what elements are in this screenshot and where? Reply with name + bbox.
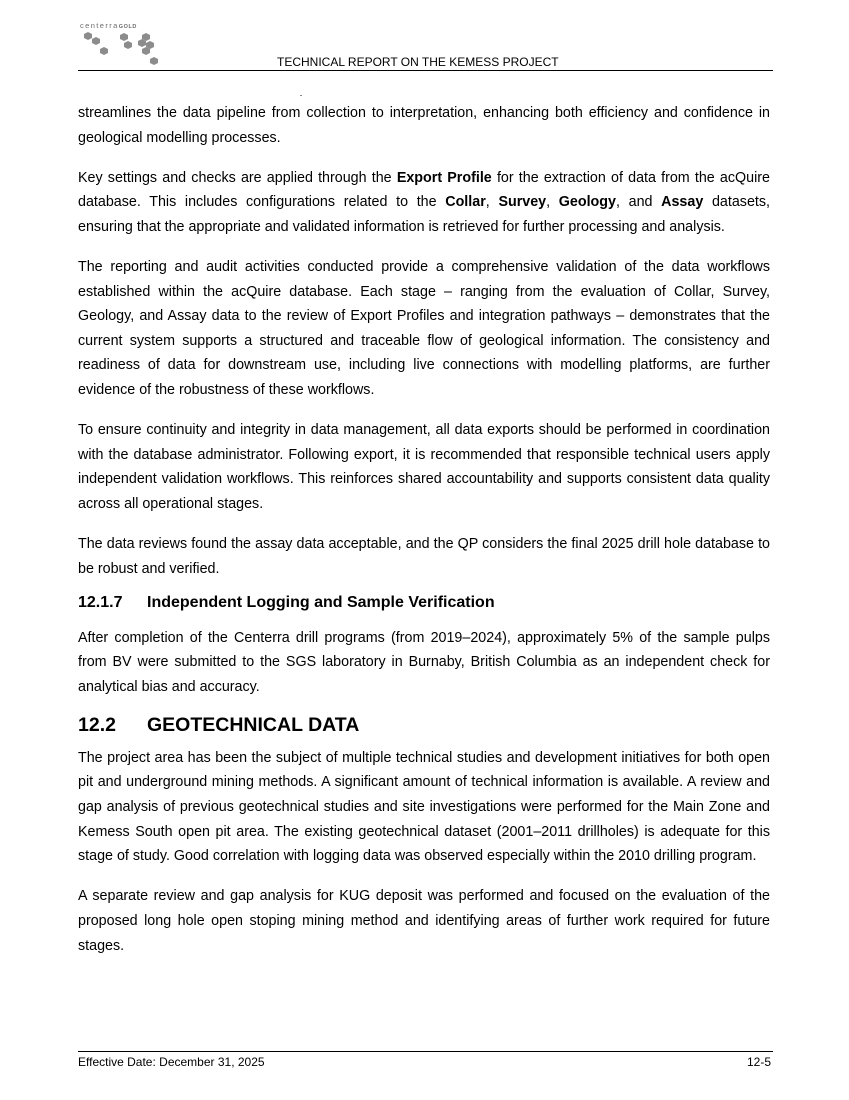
bold-term-export-profile: Export Profile <box>396 169 492 186</box>
paragraph: The data reviews found the assay data acceptable, and the QP considers the final 2025 drill hole database to be robust and verified. <box>78 535 770 577</box>
centerra-gold-hexagon-cluster-icon <box>80 31 160 65</box>
section-title: GEOTECHNICAL DATA <box>147 713 360 736</box>
bold-term-survey: Survey <box>498 194 547 211</box>
section-heading-12-2 <box>78 713 770 737</box>
logo-wordmark <box>80 22 137 31</box>
paragraph: To ensure continuity and integrity in data management, all data exports should be performed in coordination with the database administrator. Following export, it is recommended that responsible technical users apply independent validation workflows. This reinforces shared accountability and supports consistent data quality across all operational stages. <box>78 422 770 512</box>
centerra-gold-logo <box>80 22 170 68</box>
text-run: , <box>546 194 559 211</box>
paragraph: The project area has been the subject of multiple technical studies and development initiatives for both open pit and underground mining methods. A significant amount of technical information is available. A review and gap analysis of previous geotechnical studies and site investigations were performed for the Main Zone and Kemess South open pit area. The existing geotechnical dataset (2001–2011 drillholes) is adequate for this stage of study. Good correlation with logging data was observed especially within the 2010 drilling program. <box>78 749 770 865</box>
text-run: , <box>485 194 499 211</box>
page-number: 12-5 <box>746 1055 771 1069</box>
section-number: 12.1.7 <box>78 593 123 611</box>
text-run: datasets, ensuring that the appropriate and validated information is retrieved for further processing and analysis. <box>78 194 770 235</box>
logo-text-suffix: GOLD <box>118 24 138 30</box>
paragraph: A separate review and gap analysis for KUG deposit was performed and focused on the evaluation of the proposed long hole open stoping mining method and identifying areas of further work required for future stages. <box>78 888 770 954</box>
logo-text: centerra <box>80 21 119 30</box>
bold-term-geology: Geology <box>558 194 616 211</box>
effective-date: Effective Date: December 31, 2025 <box>78 1055 265 1069</box>
paragraph: streamlines the data pipeline from collection to interpretation, enhancing both efficiency and confidence in geological modelling processes. <box>78 105 770 146</box>
section-number: 12.2 <box>78 713 116 736</box>
text-run: Key settings and checks are applied through the <box>78 169 397 186</box>
header-divider <box>78 70 773 71</box>
report-title: TECHNICAL REPORT ON THE KEMESS PROJECT <box>277 55 559 69</box>
text-run: for the extraction of data from the acQuire database. This includes configurations related to the <box>78 169 770 211</box>
text-run: , and <box>615 194 662 211</box>
bold-term-collar: Collar <box>445 194 486 211</box>
footer-divider <box>78 1051 773 1052</box>
section-title: Independent Logging and Sample Verification <box>147 593 495 611</box>
paragraph: The reporting and audit activities conducted provide a comprehensive validation of the data workflows established within the acQuire database. Each stage – ranging from the evaluation of Collar, Survey, Geology, and Assay data to the review of Export Profiles and integration pathways – demonstrates that the current system supports a structured and traceable flow of geological information. The consistency and readiness of data for downstream use, including live connections with modelling platforms, are further evidence of the robustness of these workflows. <box>78 258 770 398</box>
stray-mark <box>300 95 302 96</box>
paragraph: After completion of the Centerra drill programs (from 2019–2024), approximately 5% of the sample pulps from BV were submitted to the SGS laboratory in Burnaby, British Columbia as an independent check for analytical bias and accuracy. <box>78 629 770 695</box>
section-heading-12-1-7 <box>78 593 770 613</box>
paragraph-export-profile <box>78 166 770 240</box>
page-body <box>78 101 770 974</box>
bold-term-assay: Assay <box>661 194 704 211</box>
